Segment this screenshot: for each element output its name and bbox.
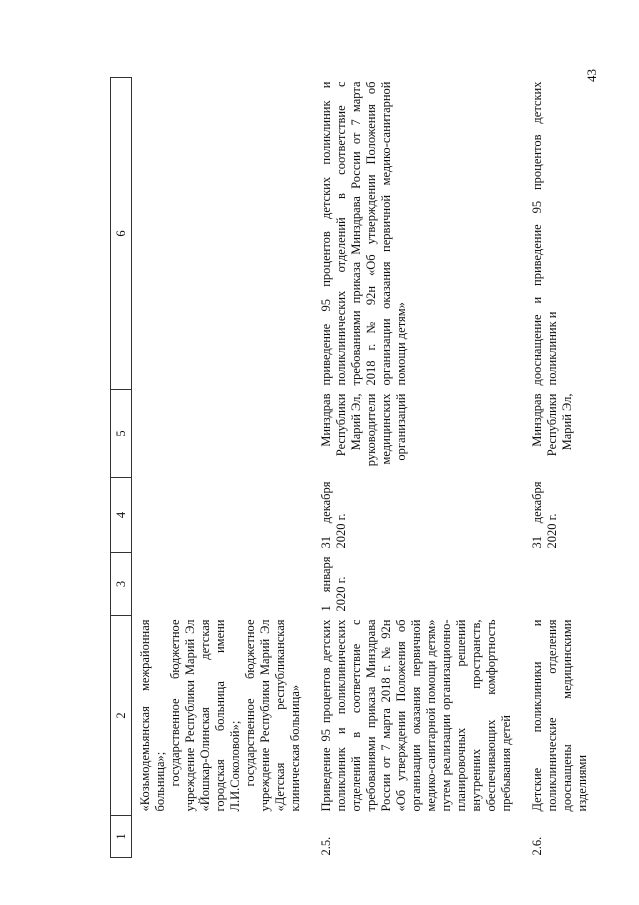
- row-end-date: 31 декабря 2020 г.: [530, 481, 559, 549]
- table-row: [313, 78, 524, 858]
- column-header-4: 4: [111, 478, 132, 553]
- row-result: дооснащение и приведение 95 процентов детских поликлиник и: [530, 81, 559, 386]
- row-number: 2.5.: [319, 836, 333, 856]
- table-row-continuation: [132, 78, 314, 858]
- row-start-date: [524, 553, 600, 616]
- continuation-responsible-cell: [132, 390, 314, 478]
- table-header: [111, 78, 132, 858]
- row-end-date: 31 декабря 2020 г.: [319, 481, 348, 549]
- continuation-result-cell: [132, 78, 314, 390]
- column-header-6: 6: [111, 78, 132, 390]
- plan-table-container: [110, 78, 589, 858]
- row-start-date: 1 января 2020 г.: [319, 556, 348, 612]
- page-number: 43: [584, 69, 599, 82]
- header-row: [111, 78, 132, 858]
- row-responsible: Минздрав Республики Марий Эл,: [530, 393, 574, 457]
- continuation-num-cell: [132, 816, 314, 858]
- continuation-line: государственное бюджетное учреждение Республики Марий Эл «Йошкар-Олинская детская городская больница имени Л.И.Соколовой»;: [168, 619, 242, 812]
- column-header-1: 1: [111, 816, 132, 858]
- table-body: [132, 78, 601, 858]
- row-description: Детские поликлиники и поликлинические отделения дооснащены медицинскими изделиями: [530, 619, 589, 812]
- column-header-2: 2: [111, 616, 132, 816]
- plan-table: [110, 77, 600, 858]
- column-header-5: 5: [111, 390, 132, 478]
- continuation-description-cell: [132, 616, 314, 816]
- row-responsible: Минздрав Республики Марий Эл, руководители медицинских организаций: [319, 393, 408, 467]
- row-description: Приведение 95 процентов детских поликлиник и поликлинических отделений в соответствие с требованиями приказа Минздрава России от 7 марта 2018 г. № 92н «Об утверждении Положения об организации оказания первичной медико-санитарной помощи детям» путем реализации организационно-планировочных решений внутренних пространств, обеспечивающих комфортность пребывания детей: [319, 619, 513, 812]
- column-header-3: 3: [111, 553, 132, 616]
- table-row: [524, 78, 600, 858]
- continuation-line: «Козьмодемьянская межрайонная больница»;: [138, 619, 167, 812]
- row-result: приведение 95 процентов детских поликлиник и поликлинических отделений в соответствие с требованиями приказа Минздрава России от 7 марта 2018 г. № 92н «Об утверждении Положения об организации оказания первичной медико-санитарной помощи детям»: [319, 81, 408, 386]
- continuation-end-cell: [132, 478, 314, 553]
- row-number: 2.6.: [530, 836, 544, 856]
- continuation-line: государственное бюджетное учреждение Республики Марий Эл «Детская республиканская клиническая больница»: [243, 619, 302, 812]
- continuation-start-cell: [132, 553, 314, 616]
